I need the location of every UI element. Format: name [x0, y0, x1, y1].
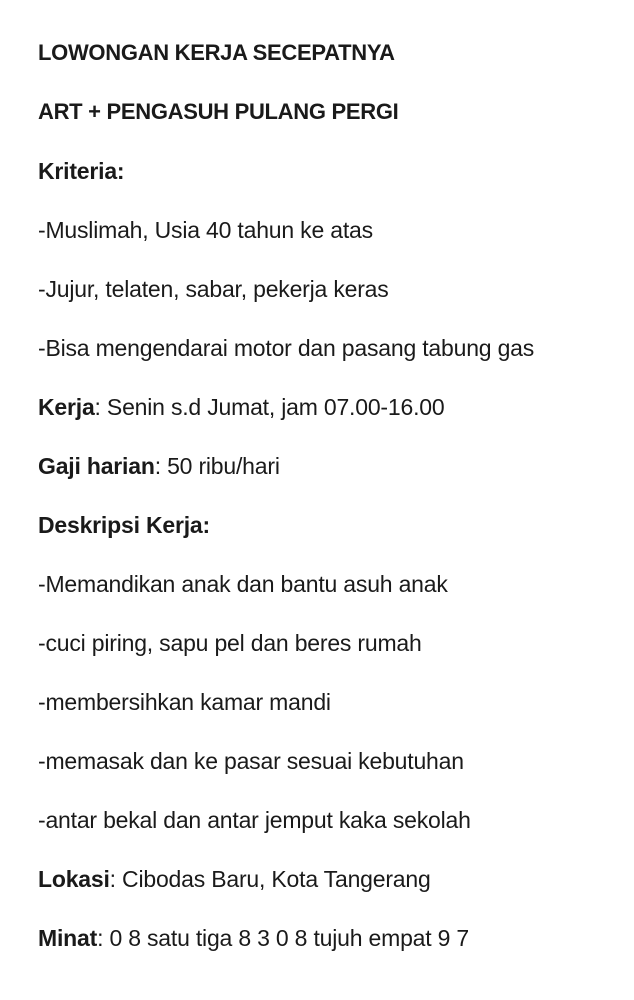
location-value: : Cibodas Baru, Kota Tangerang: [109, 866, 431, 892]
contact-value: : 0 8 satu tiga 8 3 0 8 tujuh empat 9 7: [97, 925, 470, 951]
work-schedule: [38, 387, 628, 446]
location-label: Lokasi: [38, 866, 110, 892]
job-posting: [38, 33, 628, 977]
location: [38, 859, 628, 918]
criteria-item: -Jujur, telaten, sabar, pekerja keras: [38, 276, 389, 302]
work-label: Kerja: [38, 394, 95, 420]
salary-value: : 50 ribu/hari: [154, 453, 280, 479]
contact-label: Minat: [38, 925, 98, 951]
posting-title: LOWONGAN KERJA SECEPATNYA: [38, 40, 395, 65]
job-description-heading: Deskripsi Kerja:: [38, 512, 210, 538]
salary-label: Gaji harian: [38, 453, 155, 479]
job-description-item: -memasak dan ke pasar sesuai kebutuhan: [38, 748, 464, 774]
posting-subtitle: ART + PENGASUH PULANG PERGI: [38, 99, 399, 124]
job-description-item: -cuci piring, sapu pel dan beres rumah: [38, 630, 422, 656]
criteria-item: -Bisa mengendarai motor dan pasang tabung gas: [38, 335, 535, 361]
job-description-item: -antar bekal dan antar jemput kaka sekolah: [38, 807, 471, 833]
daily-salary: [38, 446, 628, 505]
contact: [38, 918, 628, 977]
criteria-heading: Kriteria:: [38, 158, 125, 184]
job-description-item: -Memandikan anak dan bantu asuh anak: [38, 571, 448, 597]
job-description-item: -membersihkan kamar mandi: [38, 689, 331, 715]
criteria-item: -Muslimah, Usia 40 tahun ke atas: [38, 217, 373, 243]
work-value: : Senin s.d Jumat, jam 07.00-16.00: [94, 394, 445, 420]
